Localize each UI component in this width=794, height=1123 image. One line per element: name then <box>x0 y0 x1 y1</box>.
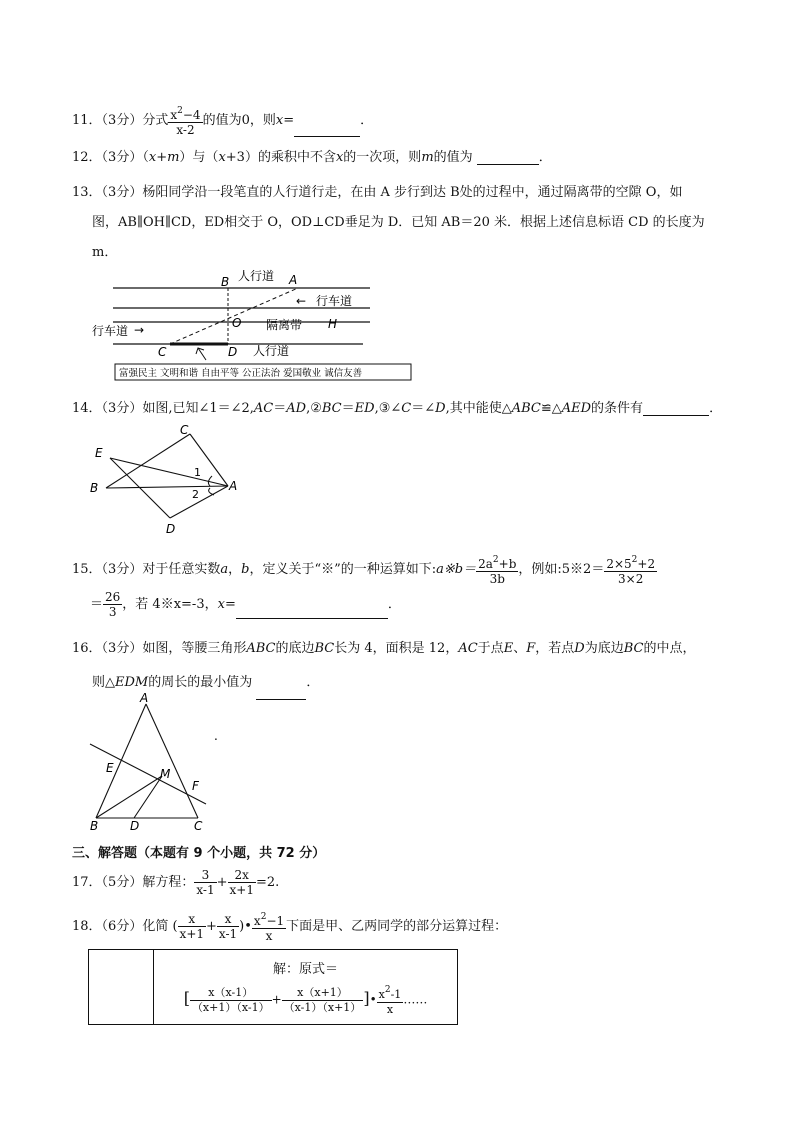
label-d: D <box>166 522 176 536</box>
label-b: B <box>90 481 99 495</box>
label-walk-top: 人行道 <box>238 269 275 283</box>
solution-table <box>88 949 458 1025</box>
label-e: E <box>106 761 114 775</box>
figure-road <box>88 266 418 382</box>
label-median: 隔离带 <box>266 318 303 332</box>
answer-blank[interactable] <box>236 604 388 619</box>
stray-dot: . <box>214 729 218 743</box>
answer-blank[interactable] <box>477 150 539 165</box>
label-c: C <box>194 819 203 833</box>
angle-2-label: 2 <box>192 488 199 501</box>
question-18: 18．（6分）化简 ( $\frac{x}{x+1}$ + $\frac{x}{x-1}$ )• $\frac{x^2-1}{x}$ 下面是甲、乙两同学的部分运算过程： <box>72 912 508 943</box>
label-c: C <box>158 345 167 359</box>
question-11: 11．（3分）分式 $\frac{x^2-4}{x-2}$ 的值为0，则x= ． <box>72 106 374 137</box>
angle-1-label: 1 <box>194 466 201 479</box>
label-a: A <box>229 479 238 493</box>
label-d: D <box>228 345 238 359</box>
answer-blank[interactable] <box>294 122 360 137</box>
answer-blank[interactable] <box>643 401 709 416</box>
question-16: 16．（3分）如图，等腰三角形ABC的底边BC长为 4，面积是 12，AC于点E、F，若点D为底边BC的中点， 则△EDM的周长的最小值为 ． <box>72 632 695 700</box>
fraction: $\frac{x^2-4}{x-2}$ <box>170 106 201 137</box>
label-f: F <box>192 779 199 793</box>
figure-triangles <box>86 420 246 544</box>
question-17: 17．（5分）解方程： $\frac{3}{x-1}$ + $\frac{2x}{x+1}$ =2. <box>72 868 280 897</box>
figure-isosceles <box>86 690 236 834</box>
question-14: 14．（3分）如图,已知∠1＝∠2,AC＝AD,②BC＝ED,③∠C＝∠D,其中能使△ABC≌△AED的条件有 ． <box>72 401 723 416</box>
question-12: 12．（3分）（x+m）与（x+3）的乘积中不含x的一次项，则m的值为 ． <box>72 150 552 165</box>
label-b: B <box>90 819 99 833</box>
label-a: A <box>140 691 149 705</box>
solution-cell: 解：原式＝ [ $\frac{x(x-1)}{(x+1)(x-1)}$ + $\frac{x(x+1)}{(x-1)(x+1)}$ ]• $\frac{x^2-1}{x}$ …… <box>154 950 458 1025</box>
question-15: 15．（3分）对于任意实数a，b，定义关于“※”的一种运算如下:a※b＝ $\frac{2a^2+b}{3b}$ ，例如:5※2＝ $\frac{2\times 5^2+2}{3\times 2}$ <box>72 555 656 586</box>
label-walk-bottom: 人行道 <box>253 344 290 358</box>
solution-label-cell <box>89 950 154 1025</box>
slogan-banner: 富强民主 文明和谐 自由平等 公正法治 爱国敬业 诚信友善 <box>119 368 363 379</box>
arrow-right-glyph: → <box>134 323 145 337</box>
label-o: O <box>232 316 242 330</box>
question-15-cont: ＝ $\frac{26}{3}$ ，若 4※x=-3，x= ． <box>90 590 401 619</box>
label-d: D <box>130 819 140 833</box>
label-b: B <box>221 275 230 289</box>
label-m: M <box>160 767 171 781</box>
answer-blank[interactable] <box>256 685 306 700</box>
label-a: A <box>289 273 298 287</box>
label-c: C <box>180 423 189 437</box>
question-13: 13．（3分）杨阳同学沿一段笔直的人行道行走，在由 A 步行到达 B处的过程中，通过隔离带的空隙 O，如 图，AB∥OH∥CD，ED相交于 O，OD⊥CD垂足为 D．已知 AB＝20 米．根据上述信息标语 CD 的长度为 m． <box>72 185 705 260</box>
label-drive-right: 行车道 <box>316 294 353 308</box>
label-drive-left: 行车道 <box>92 324 129 338</box>
arrow-left-glyph: ← <box>296 294 307 308</box>
label-e: E <box>95 446 103 460</box>
label-h: H <box>328 317 338 331</box>
section-heading: 三、解答题（本题有 9 个小题，共 72 分） <box>72 846 326 861</box>
